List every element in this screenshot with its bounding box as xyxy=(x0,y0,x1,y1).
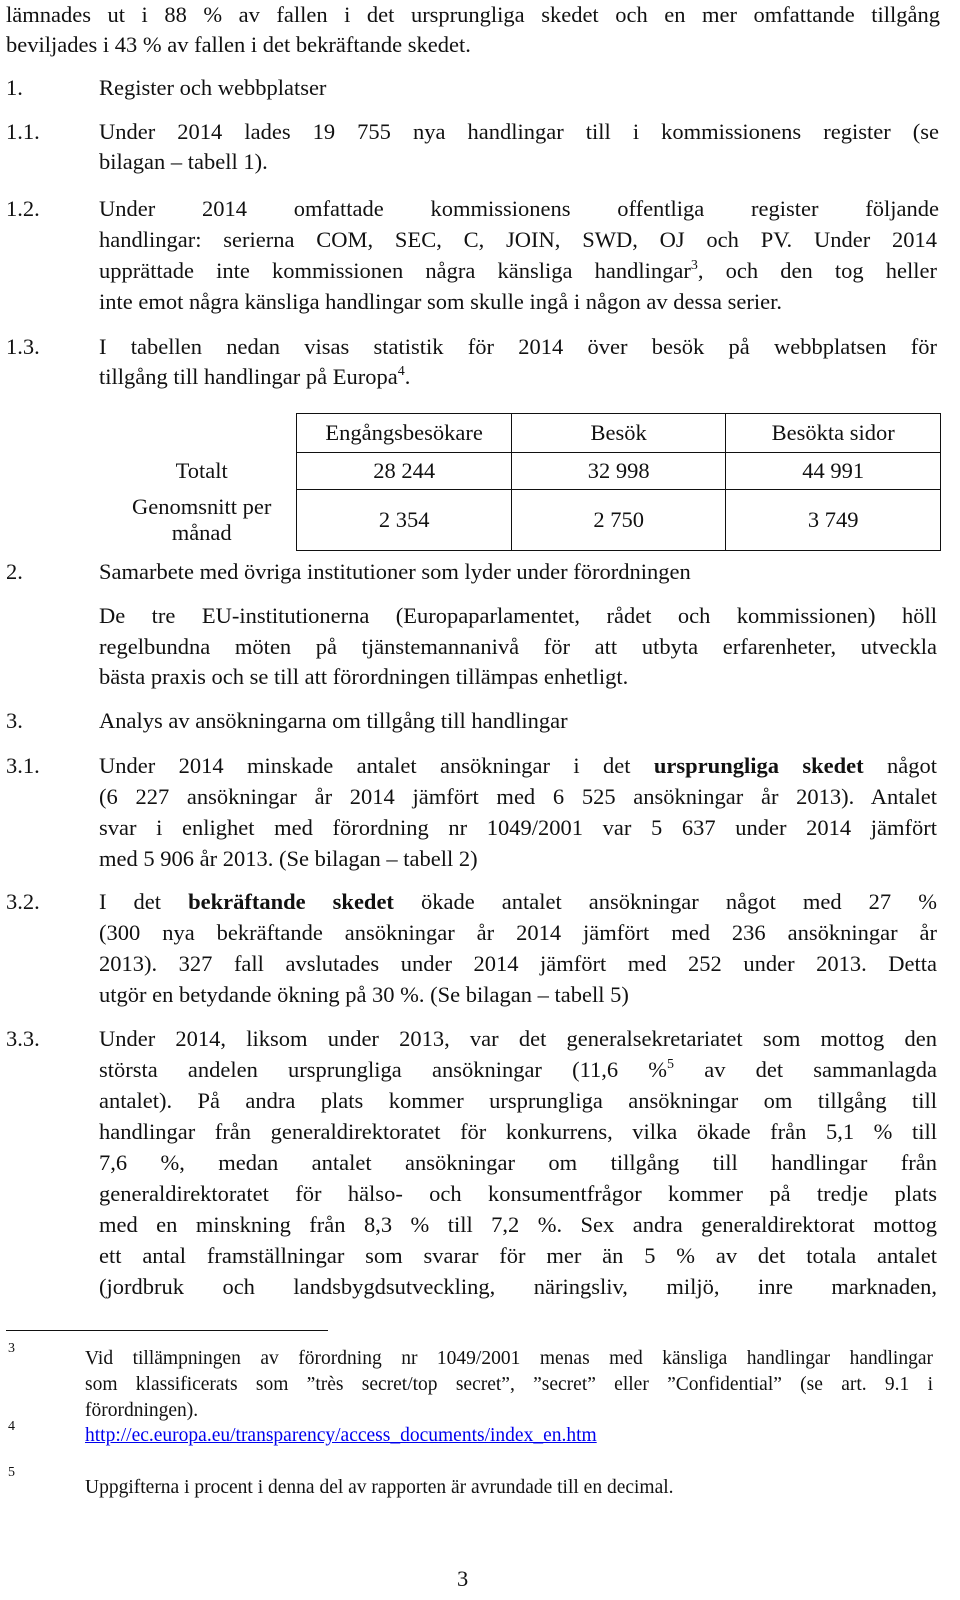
section-2-title: Samarbete med övriga institutioner som lyder under förordningen xyxy=(99,559,691,584)
paragraph-3-2-line-4: utgör en betydande ökning på 30 %. (Se bilagan – tabell 5) xyxy=(99,982,629,1007)
table-cell: 32 998 xyxy=(511,453,726,490)
paragraph-1-2-line-3 xyxy=(99,256,937,286)
paragraph-3-1-line-3: svar i enlighet med förordning nr 1049/2001 var 5 637 under 2014 jämfört xyxy=(99,815,937,840)
paragraph-3-3-line-6: generaldirektoratet för hälso- och konsumentfrågor kommer på tredje plats xyxy=(99,1181,937,1206)
footnote-4-mark: 4 xyxy=(8,1419,15,1434)
paragraph-1-2-number: 1.2. xyxy=(6,196,40,221)
section-1-number: 1. xyxy=(6,75,23,100)
paragraph-3-2-line-1 xyxy=(99,887,937,917)
paragraph-3-2-text-b: ökade antalet ansökningar något med 27 % xyxy=(420,889,937,914)
paragraph-1-1-number: 1.1. xyxy=(6,119,40,144)
section-2-line-3: bästa praxis och se till att förordningen tillämpas enhetligt. xyxy=(99,664,629,689)
footnote-ref-3: 3 xyxy=(690,258,698,273)
section-3-title: Analys av ansökningarna om tillgång till handlingar xyxy=(99,708,568,733)
paragraph-3-1-text-b: något xyxy=(887,753,938,778)
footnote-5-mark: 5 xyxy=(8,1465,15,1480)
paragraph-3-1-bold: ursprungliga skedet xyxy=(653,753,864,778)
table-row-label xyxy=(107,490,297,551)
table-row-label-line-2: månad xyxy=(171,520,232,545)
paragraph-3-3-line-4: handlingar från generaldirektoratet för konkurrens, vilka ökade från 5,1 % till xyxy=(99,1119,937,1144)
section-2-line-1: De tre EU-institutionerna (Europaparlamentet, rådet och kommissionen) höll xyxy=(99,603,937,628)
paragraph-1-2-line-4: inte emot några känsliga handlingar som skulle ingå i någon av dessa serier. xyxy=(99,289,782,314)
intro-line-2: beviljades i 43 % av fallen i det bekräftande skedet. xyxy=(6,32,471,57)
table-cell: 28 244 xyxy=(297,453,512,490)
paragraph-1-2-line-2: handlingar: serierna COM, SEC, C, JOIN, SWD, OJ och PV. Under 2014 xyxy=(99,227,937,252)
footnote-5-text: Uppgifterna i procent i denna del av rapporten är avrundade till en decimal. xyxy=(85,1477,674,1498)
page-number: 3 xyxy=(457,1566,469,1591)
paragraph-3-3-text-b: av det sammanlagda xyxy=(704,1057,937,1082)
paragraph-3-3-line-1: Under 2014, liksom under 2013, var det generalsekretariatet som mottog den xyxy=(99,1026,937,1051)
paragraph-3-3-line-8: ett antal framställningar som svarar för mer än 5 % av det totala antalet xyxy=(99,1243,937,1268)
footnote-separator xyxy=(6,1330,328,1331)
paragraph-3-1-text-a: Under 2014 minskade antalet ansökningar i det xyxy=(99,753,631,778)
table-row-label-line-1: Genomsnitt per xyxy=(132,494,272,519)
footnote-ref-4: 4 xyxy=(397,364,405,379)
paragraph-1-1-line-2: bilagan – tabell 1). xyxy=(99,149,268,174)
paragraph-3-2-line-3: 2013). 327 fall avslutades under 2014 jämfört med 252 under 2013. Detta xyxy=(99,951,937,976)
table-row-label: Totalt xyxy=(107,453,297,490)
table-cell: 44 991 xyxy=(726,453,941,490)
paragraph-3-2-line-2: (300 nya bekräftande ansökningar år 2014 jämfört med 236 ansökningar år xyxy=(99,920,937,945)
table-cell: 2 354 xyxy=(297,490,512,551)
paragraph-3-3-line-7: med en minskning från 8,3 % till 7,2 %. Sex andra generaldirektorat mottog xyxy=(99,1212,937,1237)
paragraph-1-2-line-1: Under 2014 omfattade kommissionens offentliga register följande xyxy=(99,196,939,221)
paragraph-3-2-bold: bekräftande skedet xyxy=(188,889,394,914)
section-2-number: 2. xyxy=(6,559,23,584)
section-3-number: 3. xyxy=(6,708,23,733)
paragraph-3-3-line-3: antalet). På andra plats kommer ursprungliga ansökningar om tillgång till xyxy=(99,1088,937,1113)
table-cell: 2 750 xyxy=(511,490,726,551)
footnote-ref-5: 5 xyxy=(667,1057,675,1072)
intro-line-1: lämnades ut i 88 % av fallen i det ursprungliga skedet och en mer omfattande tillgång xyxy=(6,2,940,27)
footnote-3-line-1: Vid tillämpningen av förordning nr 1049/2001 menas med känsliga handlingar handlingar xyxy=(85,1348,933,1369)
paragraph-3-3-line-2 xyxy=(99,1055,937,1085)
paragraph-3-1-line-1 xyxy=(99,751,937,781)
footnote-3-mark: 3 xyxy=(8,1341,15,1356)
table-header-row xyxy=(107,414,941,453)
paragraph-1-3-line-2-text: tillgång till handlingar på Europa xyxy=(99,364,398,389)
paragraph-3-1-line-4: med 5 906 år 2013. (Se bilagan – tabell 2) xyxy=(99,846,478,871)
paragraph-3-1-number: 3.1. xyxy=(6,753,40,778)
table-header-cell: Engångsbesökare xyxy=(297,414,512,453)
paragraph-1-2-line-3-text-a: upprättade inte kommissionen några känsliga handlingar xyxy=(99,258,691,283)
section-1-title: Register och webbplatser xyxy=(99,75,327,100)
paragraph-1-3-line-2-end: . xyxy=(404,364,411,389)
paragraph-1-2-line-3-text-b: , och den tog heller xyxy=(697,258,937,283)
paragraph-3-3-number: 3.3. xyxy=(6,1026,40,1051)
paragraph-3-1-line-2: (6 227 ansökningar år 2014 jämfört med 6 525 ansökningar år 2013). Antalet xyxy=(99,784,937,809)
paragraph-1-1-line-1: Under 2014 lades 19 755 nya handlingar till i kommissionens register (se xyxy=(99,119,939,144)
table-cell: 3 749 xyxy=(726,490,941,551)
paragraph-3-2-number: 3.2. xyxy=(6,889,40,914)
table-row xyxy=(107,453,941,490)
footnote-3-line-2: som klassificerats som ”très secret/top secret”, ”secret” eller ”Confidential” (se art. 9.1 i xyxy=(85,1374,933,1395)
table-header-cell: Besök xyxy=(511,414,726,453)
paragraph-1-3-line-2 xyxy=(99,362,410,392)
statistics-table xyxy=(107,413,941,551)
paragraph-3-3-line-9: (jordbruk och landsbygdsutveckling, näringsliv, miljö, inre marknaden, xyxy=(99,1274,937,1299)
paragraph-1-3-number: 1.3. xyxy=(6,334,40,359)
paragraph-3-2-text-a: I det xyxy=(99,889,162,914)
table-corner-cell xyxy=(107,414,297,453)
paragraph-3-3-text-a: största andelen ursprungliga ansökningar (11,6 % xyxy=(99,1057,668,1082)
table-row xyxy=(107,490,941,551)
paragraph-1-3-line-1: I tabellen nedan visas statistik för 2014 över besök på webbplatsen för xyxy=(99,334,937,359)
footnote-3-line-3: förordningen). xyxy=(85,1400,199,1421)
footnote-4-link[interactable]: http://ec.europa.eu/transparency/access_documents/index_en.htm xyxy=(85,1425,597,1446)
paragraph-3-3-line-5: 7,6 %, medan antalet ansökningar om tillgång till handlingar från xyxy=(99,1150,937,1175)
table-header-cell: Besökta sidor xyxy=(726,414,941,453)
section-2-line-2: regelbundna möten på tjänstemannanivå för att utbyta erfarenheter, utveckla xyxy=(99,634,937,659)
